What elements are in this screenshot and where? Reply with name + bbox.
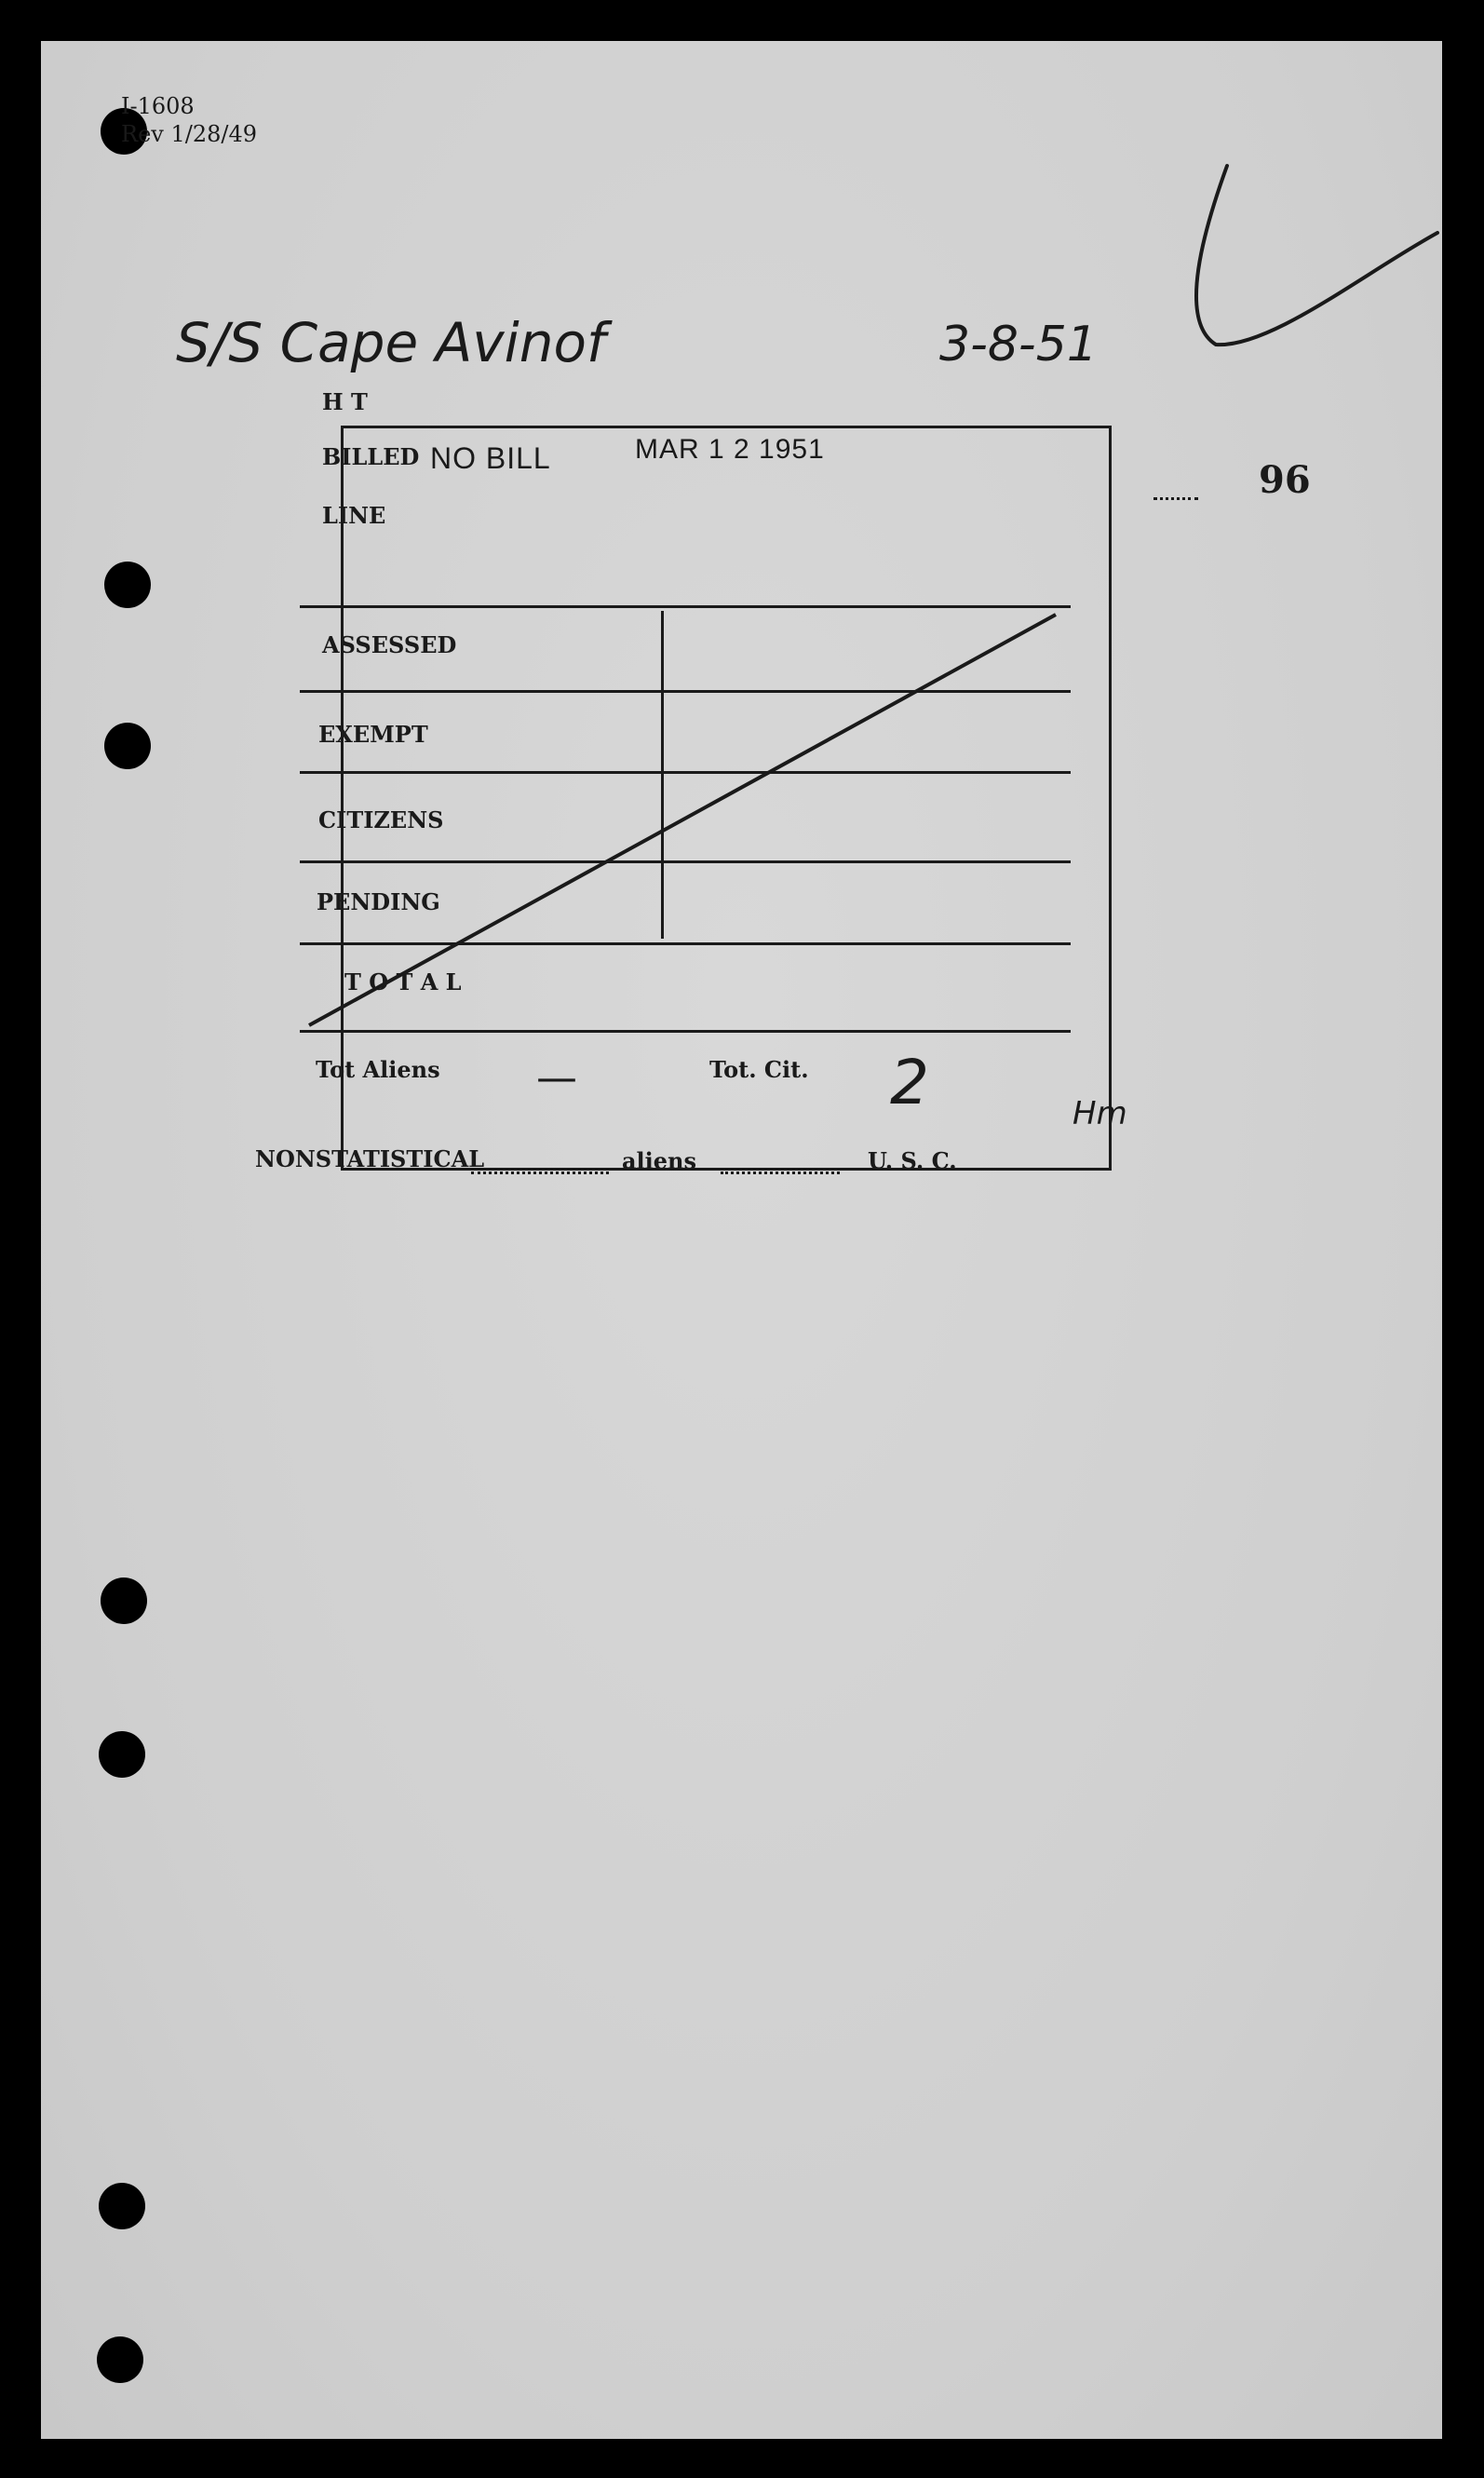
tot-cit-label: Tot. Cit. — [709, 1056, 809, 1083]
date-stamp: MAR 1 2 1951 — [635, 434, 825, 465]
row-divider — [300, 860, 1071, 863]
usc-label: U. S. C. — [868, 1147, 957, 1174]
billed-label: BILLED — [322, 443, 420, 470]
aliens-blank — [721, 1171, 840, 1174]
row-divider — [300, 771, 1071, 774]
arrival-date: 3-8-51 — [939, 317, 1098, 372]
row-divider — [300, 605, 1071, 608]
row-divider — [300, 942, 1071, 945]
document-page — [41, 41, 1442, 2439]
page-number: 96 — [1259, 458, 1311, 502]
total-label: T O T A L — [344, 968, 462, 995]
page-number-leader — [1153, 497, 1198, 500]
form-revision: Rev 1/28/49 — [121, 121, 257, 147]
punch-hole — [97, 2336, 143, 2383]
form-number: I-1608 — [121, 93, 195, 119]
exempt-label: EXEMPT — [318, 721, 428, 748]
citizens-label: CITIZENS — [318, 806, 444, 833]
nonstatistical-blank — [471, 1171, 609, 1174]
row-divider — [300, 1030, 1071, 1033]
assessed-label: ASSESSED — [322, 631, 457, 658]
tot-cit-value: 2 — [890, 1047, 929, 1118]
punch-hole — [104, 723, 151, 769]
punch-hole — [99, 2183, 145, 2229]
billed-status-stamp: NO BILL — [430, 441, 551, 475]
column-divider — [661, 611, 664, 939]
pen-strokes — [41, 41, 1442, 2439]
clerk-initials: Hm — [1073, 1095, 1127, 1132]
tot-aliens-label: Tot Aliens — [316, 1056, 440, 1083]
row-divider — [300, 690, 1071, 693]
punch-hole — [104, 562, 151, 608]
vessel-name: S/S Cape Avinof — [176, 311, 606, 374]
punch-hole — [101, 1578, 147, 1624]
ht-label: H T — [322, 388, 368, 415]
nonstatistical-label: NONSTATISTICAL — [255, 1145, 485, 1172]
tot-aliens-value: — — [536, 1054, 577, 1102]
pending-label: PENDING — [317, 888, 440, 915]
aliens-label: aliens — [622, 1147, 697, 1174]
punch-hole — [99, 1731, 145, 1778]
check-mark — [1196, 166, 1437, 345]
line-label: LINE — [322, 502, 386, 529]
